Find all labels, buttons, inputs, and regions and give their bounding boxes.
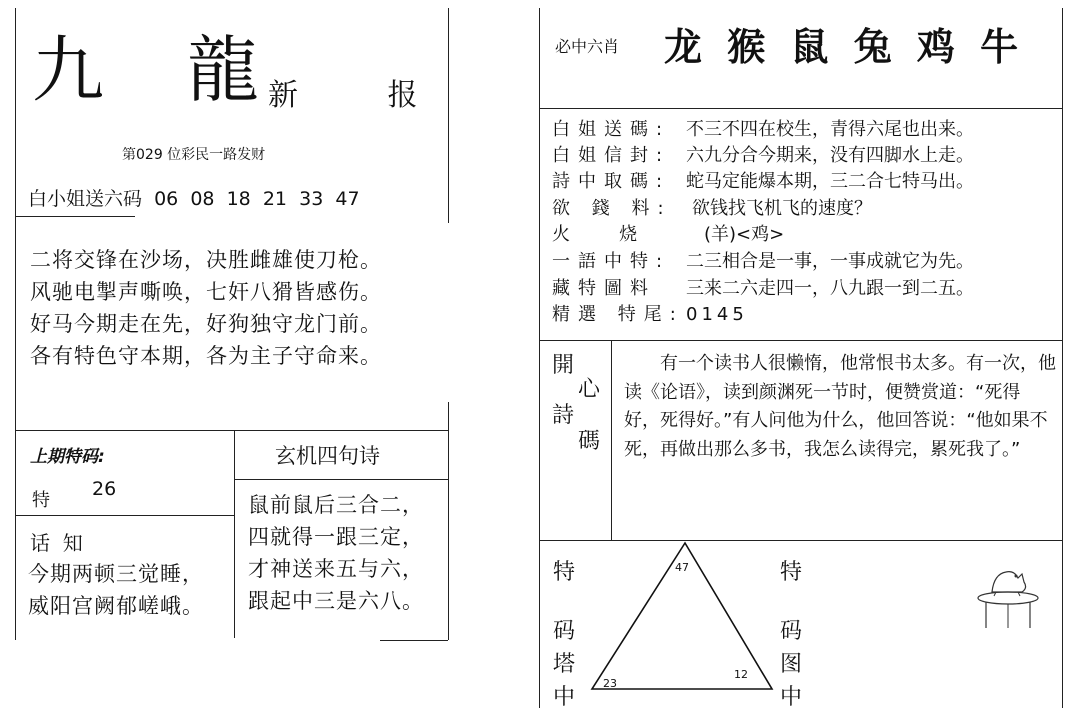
info-row-text: 0145 (686, 304, 748, 325)
info-row-text: 不三不四在校生，青得六尾也出来。 (686, 119, 974, 140)
info-row-text: 欲钱找飞机飞的速度？ (692, 198, 872, 219)
heart-poem-char: 詩 (552, 403, 575, 428)
info-row-label: 火 烧 (552, 224, 646, 245)
issue-line: 第029 位彩民一路发财 (122, 147, 266, 163)
info-row (552, 196, 872, 222)
knowledge-line: 威阳宫阙郁嵯峨。 (28, 594, 204, 618)
mystery-poem-line: 四就得一跟三定， (248, 525, 424, 549)
info-row (552, 222, 784, 248)
newspaper-subtitle: 新 报 (268, 78, 458, 113)
info-row (552, 143, 974, 169)
six-zodiac-label: 必中六肖 (555, 37, 620, 56)
poem-line: 各有特色守本期，各为主子守命来。 (30, 344, 382, 368)
tower-right-char: 特 (780, 560, 803, 585)
triangle-left-number: 23 (603, 677, 617, 690)
poem-line: 风驰电掣声嘶唤，七奸八猾皆感伤。 (30, 280, 382, 304)
info-row-label: 詩中取碼: (552, 171, 671, 192)
tower-left-char: 码 (553, 619, 576, 644)
tower-left-char: 塔 (553, 652, 576, 677)
info-row-text: 蛇马定能爆本期，三二合七特马出。 (686, 171, 974, 192)
tower-left-char: 中 (553, 685, 576, 710)
info-row (552, 276, 974, 302)
heart-poem-char: 開 (552, 353, 575, 378)
knowledge-label: 话 知 (30, 531, 83, 555)
mystery-poem-title: 玄机四句诗 (275, 444, 380, 468)
poem-line: 好马今期走在先，好狗独守龙门前。 (30, 312, 382, 336)
heart-poem-char: 心 (578, 377, 601, 402)
info-row-label: 白姐信封: (552, 145, 671, 166)
info-row (552, 169, 974, 195)
info-row-text: 三来二六走四一，八九跟一到二五。 (686, 278, 974, 299)
info-row-text: 六九分合今期来，没有四脚水上走。 (686, 145, 974, 166)
mystery-poem-line: 才神送来五与六， (248, 557, 424, 581)
last-special-label: 上期特码: (30, 447, 105, 467)
info-row-text: (羊)<鸡> (704, 224, 785, 245)
info-row (552, 117, 974, 143)
triangle-top-number: 47 (675, 561, 689, 574)
horse-table-illustration-icon (972, 562, 1044, 634)
last-special-value: 26 (92, 478, 117, 500)
triangle-right-number: 12 (734, 668, 748, 681)
info-row (552, 249, 974, 275)
main-poem (30, 244, 382, 372)
newspaper-title: 九 龍 (32, 28, 289, 112)
info-row (552, 302, 748, 328)
info-row-text: 二三相合是一事，一事成就它为先。 (686, 251, 974, 272)
heart-poem-char: 碼 (578, 429, 601, 454)
knowledge-line: 今期两顿三觉睡， (28, 562, 204, 586)
info-row-label: 一語中特: (552, 251, 671, 272)
six-zodiac: 龙 猴 鼠 兔 鸡 牛 (664, 25, 1025, 69)
tower-right-char: 图 (780, 652, 803, 677)
mystery-poem (248, 489, 424, 617)
knowledge-poem (28, 558, 204, 622)
info-row-label: 白姐送碼: (552, 119, 671, 140)
story-text: 有一个读书人很懒惰，他常恨书太多。有一次，他读《论语》，读到颜渊死一节时，便赞赏道：“死得好，死得好。”有人问他为什么，他回答说：“他如果不死，再做出那么多书，我怎么读得完，累死我了。” (624, 353, 1056, 460)
info-row-label: 欲 錢 料: (552, 198, 672, 219)
white-lady-numbers: 白小姐送六码 06 08 18 21 33 47 (28, 188, 360, 210)
tower-right-char: 中 (780, 685, 803, 710)
info-row-label: 精選 特尾: (552, 304, 684, 325)
info-row-label: 藏特圖料 (552, 278, 656, 299)
tower-left-char: 特 (553, 560, 576, 585)
tower-right-char: 码 (780, 619, 803, 644)
poem-line: 二将交锋在沙场，决胜雌雄使刀枪。 (30, 248, 382, 272)
mystery-poem-line: 跟起中三是六八。 (248, 589, 424, 613)
special-prefix: 特 (32, 490, 50, 511)
mystery-poem-line: 鼠前鼠后三合二， (248, 493, 424, 517)
